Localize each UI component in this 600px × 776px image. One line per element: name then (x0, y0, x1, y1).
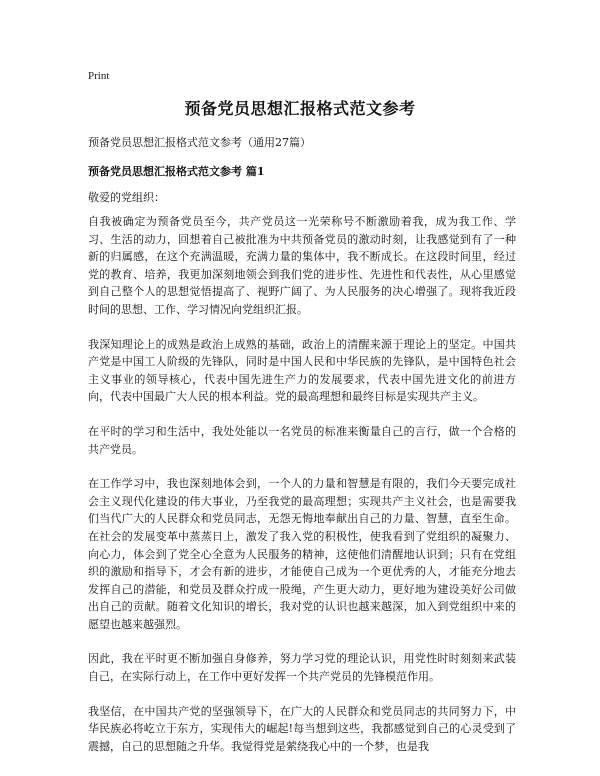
document-subtitle: 预备党员思想汇报格式范文参考（通用27篇） (88, 136, 311, 149)
document-title: 预备党员思想汇报格式范文参考 (184, 99, 416, 118)
salutation: 敬爱的党组织： (88, 191, 165, 204)
paragraph: 我深知理论上的成熟是政治上成熟的基础，政治上的清醒来源于理论上的坚定。中国共产党是中国工人阶级的先锋队，同时是中国人民和中华民族的先锋队，是中国特色社会主义事业的领导核心，代表中国先进生产力的发展要求，代表中国先进文化的前进方向，代表中国最广大人民的根本利益。党的最高理想和最终目标是实现共产主义。 (88, 337, 516, 404)
paragraph: 自我被确定为预备党员至今，共产党员这一光荣称号不断激励着我，成为我工作、学习、生活的动力，回想着自己被批准为中共预备党员的激动时刻，让我感觉到有了一种新的归属感，在这个充满温暖，充满力量的集体中，我不断成长。在这段时间里，经过党的教育、培养，我更加深刻地领会到我们党的进步性、先进性和代表性，从心里感觉到自己整个人的思想觉悟提高了、视野广阔了、为人民服务的决心增强了。现将我近段时间的思想、工作、学习情况向党组织汇报。 (88, 215, 516, 316)
print-link[interactable]: Print (88, 70, 110, 82)
paragraph: 在工作学习中，我也深刻地体会到，一个人的力量和智慧是有限的，我们今天要完成社会主义现代化建设的伟大事业，乃至我党的最高理想；实现共产主义社会，也是需要我们当代广大的人民群众和党员同志，无怨无悔地奉献出自己的力量、智慧，直至生命。在社会的发展变革中蒸蒸日上，激发了我入党的积极性，使我看到了党组织的凝聚力、向心力，体会到了党全心全意为人民服务的精神，这使他们清醒地认识到；只有在党组织的激励和指导下，才会有新的进步，才能使自己成为一个更优秀的人，才能充分地去发挥自己的潜能，和党员及群众拧成一股绳，产生更大动力，更好地为建设美好公司做出自己的贡献。随着文化知识的增长，我对党的认识也越来越深，加入到党组织中来的愿望也越来越强烈。 (88, 477, 516, 631)
paragraph: 因此，我在平时更不断加强自身修养，努力学习党的理论认识，用党性时时刻刻来武装自己，在实际行动上，在工作中更好发挥一个共产党员的先锋模范作用。 (88, 652, 516, 684)
body-text (88, 213, 516, 772)
paragraph: 在平时的学习和生活中，我处处能以一名党员的标准来衡量自己的言行，做一个合格的共产党员。 (88, 424, 516, 456)
paragraph: 我坚信，在中国共产党的坚强领导下，在广大的人民群众和党员同志的共同努力下，中华民族必将屹立于东方，实现伟大的崛起!每当想到这些，我都感觉到自己的心灵受到了震撼，自己的思想随之升华。我觉得党是萦绕我心中的一个梦，也是我 (88, 704, 516, 753)
section-heading: 预备党员思想汇报格式范文参考 篇1 (88, 165, 265, 178)
